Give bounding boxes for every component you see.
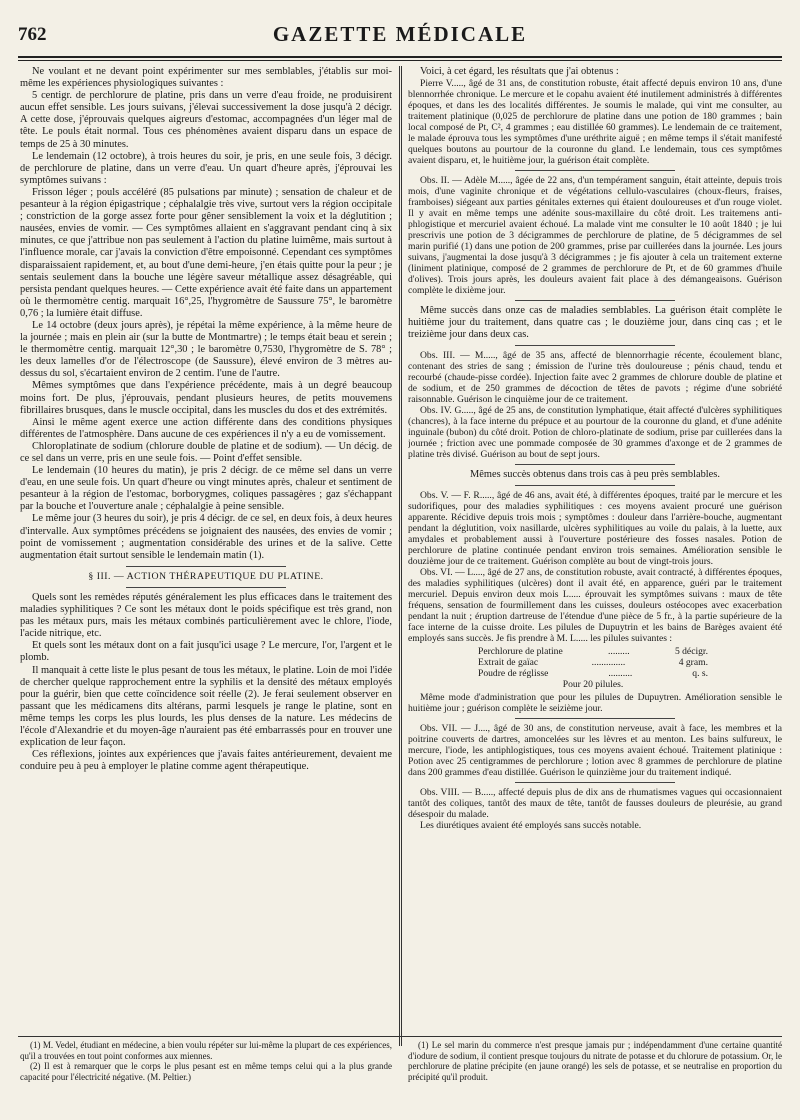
formula-dose: q. s. [692, 668, 708, 680]
formula-ingredient: Extrait de gaïac [478, 657, 539, 669]
paragraph: Le lendemain (10 heures du matin), je pris 2 décigr. de ce même sel dans un verre d'eau, en une seule fois. Un quart d'heure ou vingt minutes après, chaleur et sentiment de pesanteur à la région de l'estomac, borborygmes, coliques passagères ; gaz s'échappant par la bouche et l'ouverture anale ; céphalalgie à peine sensible. [20, 465, 392, 513]
observation: Obs. VI. — L...., âgé de 27 ans, de constitution robuste, avait contracté, à différentes époques, des maladies syphilitiques (ulcères) dont il avait été, en apparence, guéri par le traitement mercuriel. Depuis environ deux mois L..... éprouvait les symptômes suivans : maux de tête fréquens, sensation de fourmillement dans les cuisses, douleurs ostéocopes avec exacerbation pendant la nuit ; éruption dartreuse de l'étendue d'une pièce de 5 fr., à la partie supérieure de la face interne de la cuisse droite. Les pilules de Dupuytrin et les bains de Barèges avaient été employés sans succès. Je fis prendre à M. L..... les pilules suivantes : [408, 567, 782, 645]
observation-rule [515, 718, 675, 719]
paragraph: Ces réflexions, jointes aux expériences que j'avais faites antérieurement, devaient me conduire peu à peu à employer le platine comme agent thérapeutique. [20, 749, 392, 773]
formula-dots: .............. [591, 657, 626, 669]
paragraph: Le 14 octobre (deux jours après), je répétai la même expérience, à la même heure de la journée ; mais en plein air (sur la butte de Montmartre) ; le temps était beau et serein ; le thermomètre centig. marquait 12°,30 ; le baromètre 0,7530, l'hygromètre de S. 78° ; les deux lamelles d'or de l'électroscope (de Saussure), élevé environ de 3 mètres au-dessus du sol, s'écartaient environ de 2 centim. l'une de l'autre. [20, 319, 392, 380]
paragraph: Mêmes symptômes que dans l'expérience précédente, mais à un degré beaucoup moins fort. De plus, j'éprouvais, pendant plusieurs heures, de petits mouvemens fibrillaires brusques, dans le muscle occipital, dans les muscles du dos et des extrémités. [20, 380, 392, 416]
prescription-formula [478, 646, 708, 690]
section-title: § III. — ACTION THÉRAPEUTIQUE DU PLATINE. [88, 570, 324, 582]
header-rule [18, 56, 782, 58]
observation: Les diurétiques avaient été employés sans succès notable. [420, 820, 642, 832]
footnote: (1) M. Vedel, étudiant en médecine, a bien voulu répéter sur lui-même la plupart de ces expériences, qu'il a trouvées en tout point conformes aux miennes. [20, 1040, 392, 1061]
paragraph: Frisson léger ; pouls accéléré (85 pulsations par minute) ; sensation de chaleur et de pesanteur à la région épigastrique ; céphalalgie très vive, surtout vers la région occipitale ; constriction de la gorge assez forte pour gêner sensiblement la voix et la déglutition ; nausées, envies de vomir. — Ces symptômes allaient en s'aggravant pendant cinq à six minutes, ce que j'attribue non pas seulement à l'action du platine luimême, mais surtout à l'influence morale, car j'avais la conviction d'être empoisonné. Cependant ces symptômes disparaissaient rapidement, et, au bout d'une demi-heure, j'en étais quitte pour la peur ; je sentais seulement dans la bouche une légère saveur métallique assez désagréable, qui persista pendant quelques heures. — Cette expérience avait été faite dans un appartement où le thermomètre centig. marquait 16°,25, l'hygromètre de Saussure 75°, le baromètre 0,76 ; la lumière était diffuse. [20, 186, 392, 319]
footnote: (1) Le sel marin du commerce n'est presque jamais pur ; indépendamment d'une certaine quantité d'iodure de sodium, il contient presque toujours du nitrate de potasse et du chlorure de potassium. Or, le perchlorure de platine précipite (en jaune orangé) les sels de potasse, et se neutralise en proportion du précipité qu'il produit. [408, 1040, 782, 1082]
formula-dots: ......... [608, 646, 630, 658]
page-number: 762 [18, 24, 47, 45]
paragraph: Ne voulant et ne devant point expérimenter sur mes semblables, j'établis sur moi-même les expériences physiologiques suivantes : [20, 66, 392, 90]
section-rule [126, 587, 286, 588]
formula-ingredient: Poudre de réglisse [478, 668, 549, 680]
column-divider [399, 66, 402, 1046]
observation-rule [515, 345, 675, 346]
observation: Obs. VIII. — B....., affecté depuis plus de dix ans de rhumatismes vagues qui occasionnaient tantôt des coliques, tantôt des maux de tête, tantôt de fausses douleurs de pleurésie, au grand désespoir du malade. [408, 787, 782, 821]
right-column [408, 66, 782, 1032]
observation: Obs. VII. — J...., âgé de 30 ans, de constitution nerveuse, avait à face, les membres et la poitrine couverts de dartres, amoncelées sur les lèvres et au menton. Les bains sulfureux, le mercure, l'iode, les antiphlogistiques, tous ces moyens avaient échoué. Traitement platinique : Potion avec 25 centigrammes de perchlorure ; lotion avec 8 grammes de perchlorure de platine dans 200 grammes d'eau distillée. Guérison le quinzième jour du traitement indiqué. [408, 723, 782, 779]
observation-rule [515, 782, 675, 783]
paragraph: Le même jour (3 heures du soir), je pris 4 décigr. de ce sel, en deux fois, à deux heures d'intervalle. Aux symptômes précédens se joignaient des nausées, des envies de vomir ; point de vomissement ; augmentation considérable des urines et de la salive. Cette augmentation était surtout sensible le lendemain matin (1). [20, 513, 392, 561]
observation: Obs. IV. G....., âgé de 25 ans, de constitution lymphatique, était affecté d'ulcères syphilitiques (chancres), à la face interne du prépuce et au pourtour de la couronne du gland, et d'une adénite inguinale (bubon) du côté droit. Potion de chloro-platinate de sodium, prise par cuillerées dans la journée ; friction avec une pommade composée de 30 grammes d'axonge et de 2 grammes de platine très divisé. Guérison au bout de sept jours. [408, 405, 782, 461]
formula-ingredient: Perchlorure de platine [478, 646, 563, 658]
formula-row [478, 668, 708, 679]
paragraph: Voici, à cet égard, les résultats que j'ai obtenus : [420, 66, 619, 77]
paragraph: Le lendemain (12 octobre), à trois heures du soir, je pris, en une seule fois, 3 décigr. de perchlorure de platine, dans un verre d'eau. Un quart d'heure après, j'éprouvai les symptômes suivans : [20, 150, 392, 186]
header-rule-thin [18, 60, 782, 61]
observation: Obs. II. — Adèle M....., âgée de 22 ans, d'un tempérament sanguin, était atteinte, depuis trois mois, d'une vaginite chronique et de végétations cellulo-vasculaires (choux-fleurs, fraises, framboises) siégeant aux parties génitales externes qui étaient douloureuses et d'un rouge violet. Il y avait en même temps une adénite sous-maxillaire du côté droit. Les traitemens anti-phlogistique et mercuriel avaient échoué. La malade vint me consulter le 10 août 1840 ; je lui prescrivis une potion de 3 décigrammes de perchlorure de platine, de 5 décigrammes de sel marin purifié (1) dans une potion de 200 grammes, prise par cuillerées dans la journée. Les jours suivans, j'augmentai la dose jusqu'à 3 décigrammes ; je fis ajouter à cela un traitement externe (liniment platinique, composé de 2 grammes de perchlorure de Pt, et de 60 grammes d'huile d'olives). Trois jours après, les douleurs avaient fait place à des démangeaisons. Guérison complète le dixième jour. [408, 175, 782, 297]
observation: Pierre V....., âgé de 31 ans, de constitution robuste, était affecté depuis environ 10 ans, d'une blennorrhée chronique. Le mercure et le copahu avaient été inutilement administrés à différentes époques, et dans les des localités différentes. Je soumis le malade, qui vint me consulter, au traitement platinique (0,025 de perchlorure de platine dans une potion de 180 grammes ; bain local composé de Pt, C², 4 grammes ; eau distillée 60 grammes). Le lendemain de ce traitement, le malade éprouva tous les symptômes d'une uréthrite aiguë ; en même temps il s'était manifesté quelques boutons au pourtour de la couronne du gland. Le lendemain, tous ces symptômes avaient disparu, et, le huitième jour, la guérison était complète. [408, 78, 782, 167]
footnote: (2) Il est à remarquer que le corps le plus pesant est en même temps celui qui a la plus grande capacité pour l'électricité négative. (M. Peltier.) [20, 1061, 392, 1082]
observation-rule [515, 170, 675, 171]
footnotes-left [20, 1040, 392, 1082]
paragraph: Ainsi le même agent exerce une action différente dans des conditions physiques différentes de l'atmosphère. Dans aucune de ces expériences il n'y a eu de vomissement. [20, 416, 392, 440]
left-column [20, 66, 392, 1032]
observation: Même mode d'administration que pour les pilules de Dupuytren. Amélioration sensible le huitième jour ; guérison complète le seizième jour. [408, 692, 782, 715]
section-rule [126, 566, 286, 567]
observation: Obs. III. — M....., âgé de 35 ans, affecté de blennorrhagie récente, écoulement blanc, contenant des stries de sang ; émission de l'urine très douloureuse ; pénis chaud, tendu et recourbé (chaude-pisse cordée). Injection faite avec 2 grammes de chlorure double de platine et de sodium, et de 250 grammes de décoction de têtes de pavots ; régime d'une sobriété raisonnable. Guérison le cinquième jour de ce traitement. [408, 350, 782, 406]
footnotes-right [408, 1040, 782, 1082]
observation-rule [515, 485, 675, 486]
summary: Même succès dans onze cas de maladies semblables. La guérison était complète le huitième jour du traitement, dans quatre cas ; le douzième jour, dans cinq cas ; et le treizième jour dans deux cas. [408, 305, 782, 341]
observation: Obs. V. — F. R....., âgé de 46 ans, avait été, à différentes époques, traité par le mercure et les sudorifiques, pour des maladies syphilitiques : ces moyens avaient procuré une guérison apparente. Récidive depuis trois mois ; symptômes : douleur dans l'arrière-bouche, augmentant pendant la déglutition, voix nasillarde, ulcères syphilitiques au voile du palais, à la luette, aux amydales et probablement aussi à l'ouverture postérieure des fosses nasales. Potion de perchlorure de platine continuée pendant environ trois semaines. Amélioration sensible le douzième jour de ce traitement. Guérison complète au bout de vingt-trois jours. [408, 490, 782, 568]
page-header [18, 22, 782, 48]
paragraph: Quels sont les remèdes réputés généralement les plus efficaces dans le traitement des maladies syphilitiques ? Ce sont les métaux dont le poids spécifique est très grand, non pas les métaux purs, mais les métaux combinés particulièrement avec le chlore, l'iode, l'acide nitrique, etc. [20, 591, 392, 640]
formula-dose: 5 décigr. [674, 646, 708, 658]
formula-total: Pour 20 pilules. [562, 679, 624, 691]
paragraph: Chloroplatinate de sodium (chlorure double de platine et de sodium). — Un décig. de ce sel dans un verre, pris en une seule fois. — Point d'effet sensible. [20, 440, 392, 464]
journal-title: GAZETTE MÉDICALE [272, 22, 528, 46]
formula-row [478, 646, 708, 657]
observation-rule [515, 300, 675, 301]
summary: Mêmes succès obtenus dans trois cas à peu près semblables. [470, 469, 720, 481]
observation-rule [515, 464, 675, 465]
footnote-rule [18, 1036, 782, 1037]
paragraph: Il manquait à cette liste le plus pesant de tous les métaux, le platine. Loin de moi l'idée de chercher quelque rapprochement entre la syphilis et la densité des métaux employés pour la guérir, bien que cette coïncidence soit réelle (2). Je ferai seulement observer en passant que les médicamens dits altérans, parmi lesquels je range le platine, sont en même temps les corps les plus lourds, les plus denses de la nature. Les médecins de l'école d'Alexandrie et du moyen-âge n'auraient pas été embarrassés pour en trouver une explication de leur façon. [20, 664, 392, 749]
paragraph: 5 centigr. de perchlorure de platine, pris dans un verre d'eau froide, ne produisirent aucun effet sensible. Les jours suivans, j'élevai successivement la dose jusqu'à 2 décigr. A cette dose, j'éprouvais quelques aigreurs d'estomac, accompagnées d'un léger mal de tête. Le pouls était normal. Tous ces phénomènes avaient disparu dans un espace de temps de 25 à 30 minutes. [20, 90, 392, 150]
formula-row [478, 657, 708, 668]
formula-dose: 4 gram. [678, 657, 708, 669]
formula-dots: .......... [608, 668, 633, 680]
paragraph: Et quels sont les métaux dont on a fait jusqu'ici usage ? Le mercure, l'or, l'argent et le plomb. [20, 640, 392, 664]
